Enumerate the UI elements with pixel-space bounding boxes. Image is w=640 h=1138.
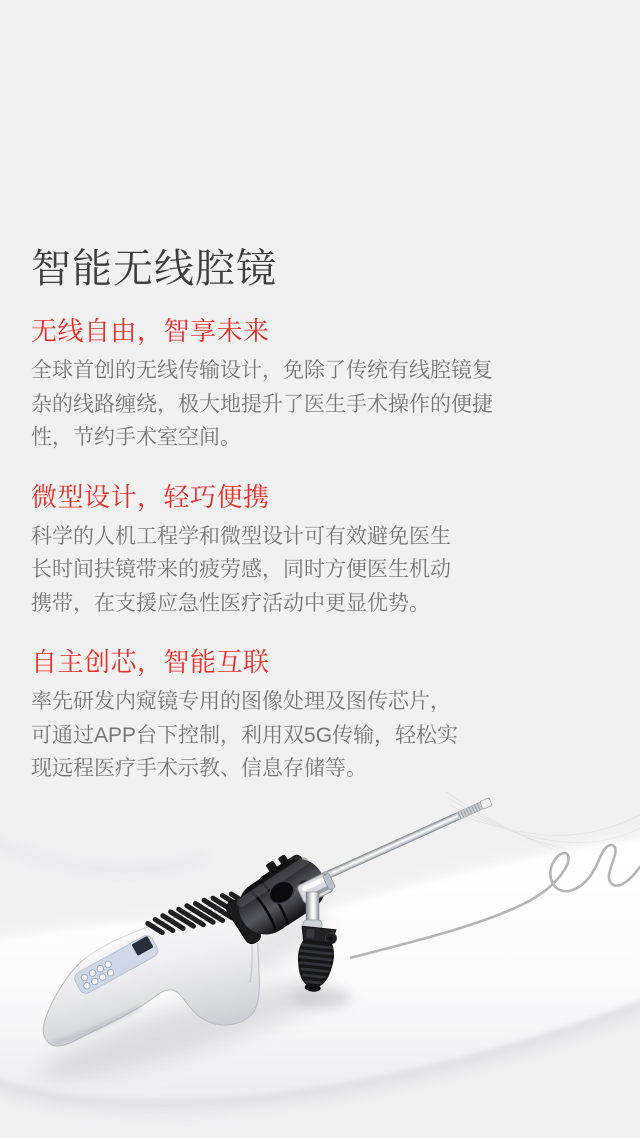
endoscope-device bbox=[0, 778, 640, 1138]
section-paragraph bbox=[31, 685, 511, 786]
paragraph-line: 科学的人机工程学和微型设计可有效避免医生 bbox=[31, 524, 451, 548]
paragraph-line: 率先研发内窥镜专用的图像处理及图传芯片， bbox=[31, 690, 451, 713]
paragraph-line: 全球首创的无线传输设计，免除了传统有线腔镜复 bbox=[31, 359, 493, 382]
paragraph-line: 性，节约手术室空间。 bbox=[31, 426, 241, 449]
feature-section-chip bbox=[31, 646, 511, 786]
section-paragraph bbox=[31, 354, 511, 455]
feature-section-compact bbox=[31, 481, 511, 621]
paragraph-line: 现远程医疗手术示教、信息存储等。 bbox=[31, 757, 367, 780]
paragraph-line: 可通过APP台下控制，利用双5G传输，轻松实 bbox=[31, 723, 459, 747]
section-heading: 无线自由，智享未来 bbox=[31, 316, 270, 346]
scope-shaft bbox=[319, 797, 492, 882]
section-heading: 微型设计，轻巧便携 bbox=[31, 481, 270, 512]
cap-post bbox=[303, 892, 322, 930]
paragraph-line: 长时间扶镜带来的疲劳感，同时方便医生机动 bbox=[31, 558, 451, 581]
feature-section-wireless bbox=[31, 315, 511, 455]
product-image bbox=[0, 778, 640, 1138]
paragraph-line: 携带，在支援应急性医疗活动中更显优势。 bbox=[31, 591, 430, 615]
section-heading: 自主创芯，智能互联 bbox=[31, 647, 270, 677]
page-title: 智能无线腔镜 bbox=[31, 247, 277, 291]
hero-text-block bbox=[31, 244, 511, 786]
section-paragraph bbox=[31, 520, 511, 621]
paragraph-line: 杂的线路缠绕，极大地提升了医生手术操作的便捷 bbox=[31, 392, 493, 416]
